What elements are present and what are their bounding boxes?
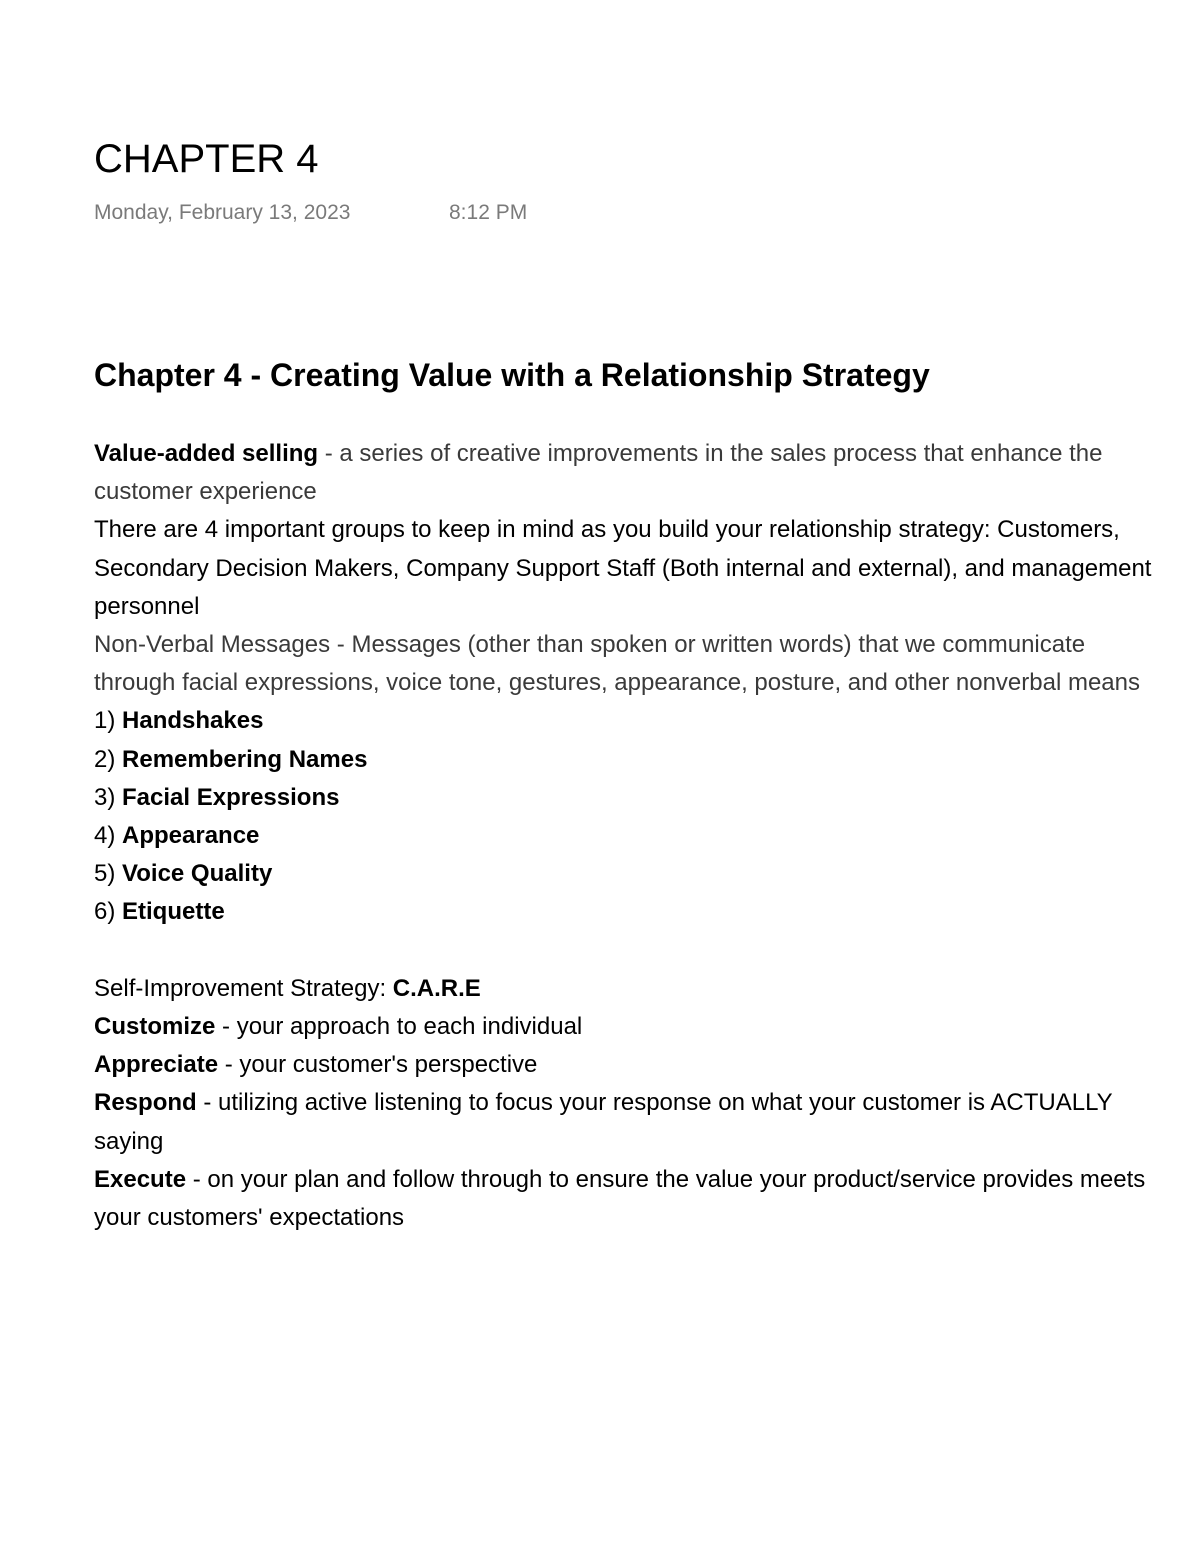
list-label: Voice Quality [122,860,273,888]
note-body [94,353,1154,1237]
note-time: 8:12 PM [449,201,528,224]
value-added-definition: - a series of creative improvements in the sales process that enhance the customer experience [94,440,1103,506]
list-label: Etiquette [122,898,225,926]
list-item [94,702,1154,740]
care-acronym: C.A.R.E [392,974,481,1002]
list-item [94,893,1154,931]
list-item [94,779,1154,817]
nonverbal-paragraph: Non-Verbal Messages - Messages (other than spoken or written words) that we communicate through facial expressions, voice tone, gestures, appearance, posture, and other nonverbal means [94,631,1140,697]
list-label: Remembering Names [122,745,368,773]
list-number: 2) [94,745,123,773]
list-number: 6) [94,898,123,926]
list-item [94,855,1154,893]
note-date: Monday, February 13, 2023 [94,201,351,224]
list-item [94,817,1154,855]
care-term: Appreciate [94,1051,219,1079]
page-title: CHAPTER 4 [94,137,319,181]
list-number: 5) [94,860,123,888]
groups-paragraph: There are 4 important groups to keep in mind as you build your relationship strategy: Customers, Secondary Decision Makers, Company Support Staff (Both internal and external), and management personnel [94,516,1152,620]
value-added-term: Value-added selling [94,440,319,467]
chapter-heading: Chapter 4 - Creating Value with a Relationship Strategy [94,357,930,393]
list-item [94,741,1154,779]
blank-line [94,932,1154,970]
list-label: Facial Expressions [122,783,340,811]
care-term: Customize [94,1013,216,1041]
value-added-paragraph [94,435,1154,511]
list-label: Appearance [122,822,260,850]
care-item [94,1046,1154,1084]
list-number: 3) [94,783,123,811]
care-intro [94,970,1154,1008]
care-text: - your customer's perspective [218,1051,538,1079]
spacer [94,397,1154,435]
care-text: - utilizing active listening to focus your response on what your customer is ACTUALLY saying [94,1089,1113,1155]
list-number: 1) [94,707,123,735]
care-term: Respond [94,1089,197,1117]
care-item [94,1161,1154,1237]
list-label: Handshakes [122,707,264,735]
care-text: - on your plan and follow through to ensure the value your product/service provides meets your customers' expectations [94,1165,1146,1232]
list-number: 4) [94,822,123,850]
care-intro-text: Self-Improvement Strategy: [94,974,393,1002]
care-text: - your approach to each individual [215,1013,583,1041]
care-item [94,1084,1154,1160]
care-item [94,1008,1154,1046]
care-term: Execute [94,1165,187,1193]
